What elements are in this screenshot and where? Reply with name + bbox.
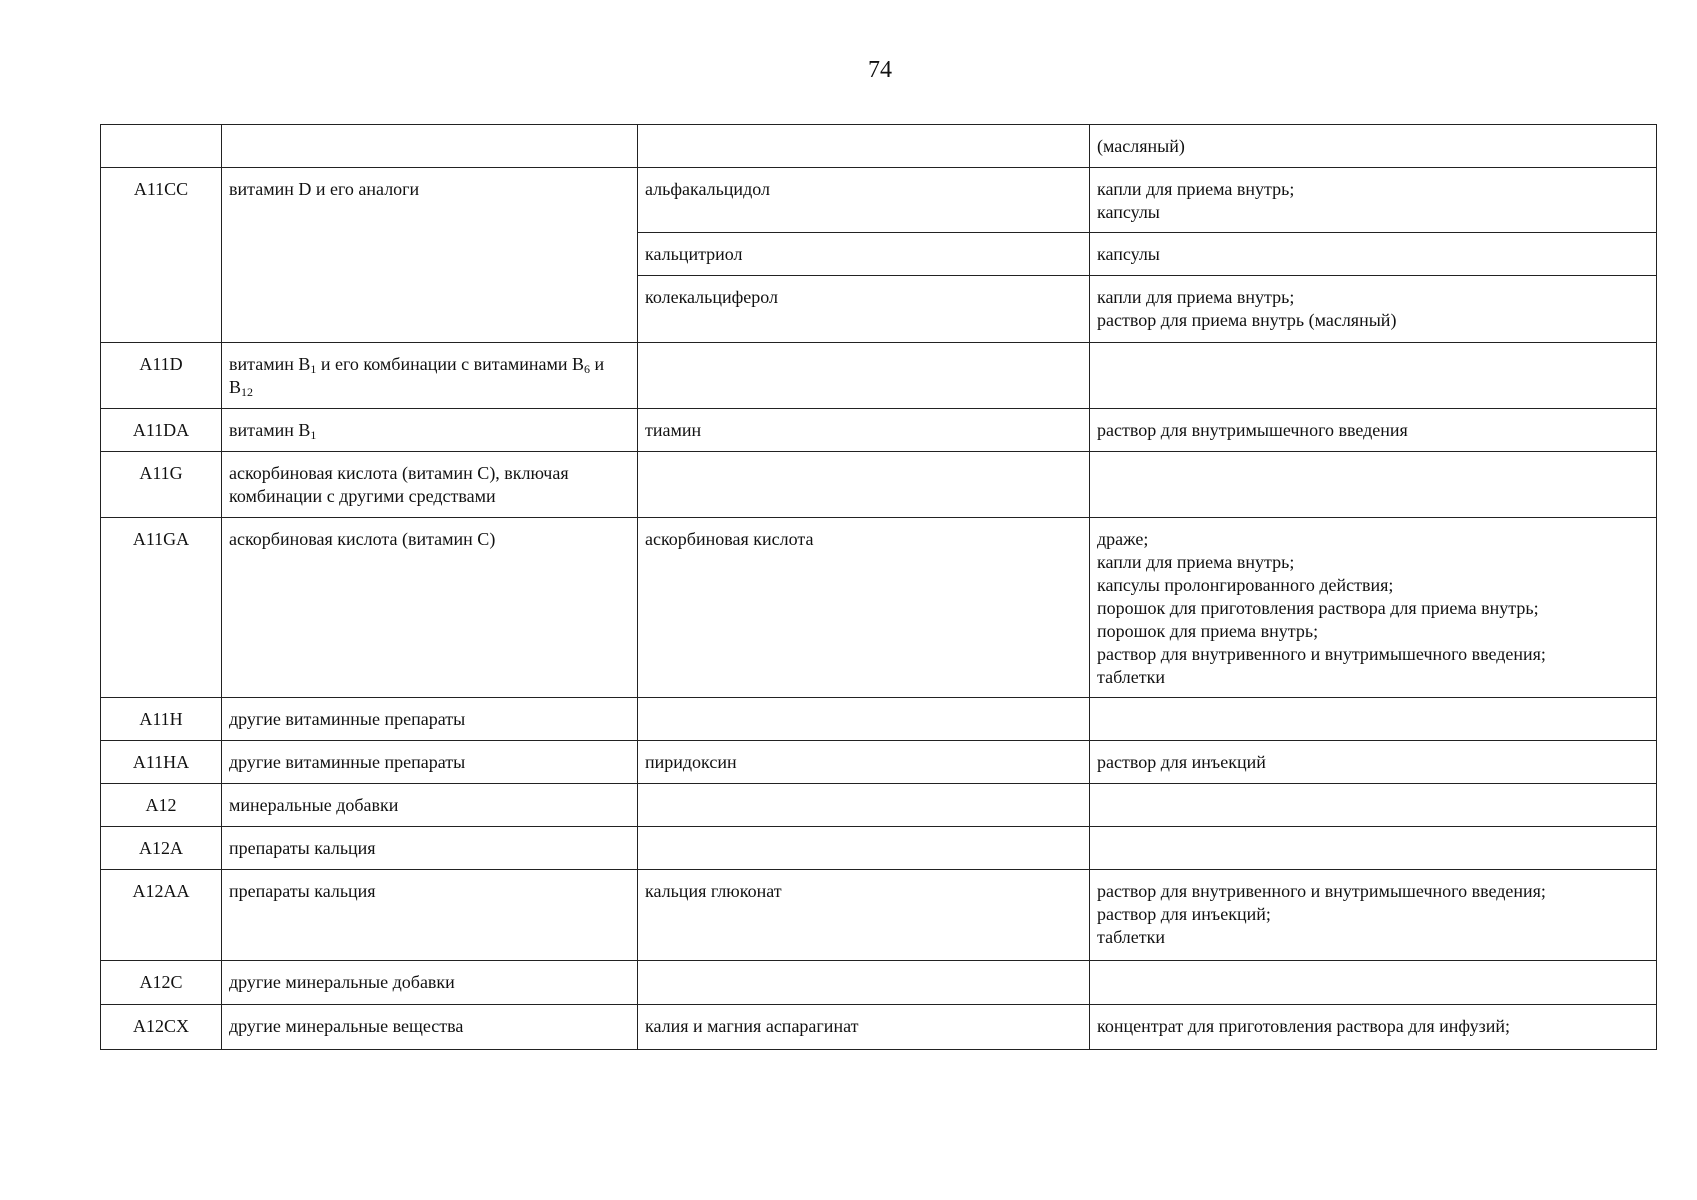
drug-name-cell: калия и магния аспарагинат bbox=[638, 1005, 1090, 1050]
group-name-cell: минеральные добавки bbox=[222, 784, 638, 827]
drug-name-cell bbox=[638, 827, 1090, 870]
table-row bbox=[101, 784, 1657, 827]
table-row bbox=[101, 698, 1657, 741]
group-name-cell: препараты кальция bbox=[222, 870, 638, 961]
group-name-cell bbox=[222, 125, 638, 168]
group-name-cell: другие минеральные добавки bbox=[222, 961, 638, 1005]
atc-code-cell: A11CC bbox=[101, 168, 222, 343]
dosage-form-cell: концентрат для приготовления раствора для инфузий; bbox=[1090, 1005, 1657, 1050]
atc-code-cell: A11HA bbox=[101, 741, 222, 784]
dosage-form-cell bbox=[1090, 827, 1657, 870]
group-name-cell: аскорбиновая кислота (витамин C), включая комбинации с другими средствами bbox=[222, 452, 638, 518]
drug-name-cell: аскорбиновая кислота bbox=[638, 518, 1090, 698]
drug-name-cell bbox=[638, 125, 1090, 168]
table-row bbox=[101, 961, 1657, 1005]
atc-code-cell: A12 bbox=[101, 784, 222, 827]
table-row bbox=[101, 168, 1657, 233]
group-name-cell: другие минеральные вещества bbox=[222, 1005, 638, 1050]
group-name-cell: аскорбиновая кислота (витамин C) bbox=[222, 518, 638, 698]
dosage-form-cell bbox=[1090, 784, 1657, 827]
page-number: 74 bbox=[868, 57, 892, 83]
dosage-form-cell: драже; капли для приема внутрь; капсулы пролонгированного действия; порошок для приготовления раствора для приема внутрь; порошок для приема внутрь; раствор для внутривенного и внутримышечного введения; таблетки bbox=[1090, 518, 1657, 698]
atc-code-cell: A11G bbox=[101, 452, 222, 518]
atc-code-cell: A11D bbox=[101, 343, 222, 409]
dosage-form-cell: (масляный) bbox=[1090, 125, 1657, 168]
atc-code-cell: A12AA bbox=[101, 870, 222, 961]
group-name-cell: другие витаминные препараты bbox=[222, 698, 638, 741]
dosage-form-cell: раствор для внутримышечного введения bbox=[1090, 409, 1657, 452]
dosage-form-cell: раствор для инъекций bbox=[1090, 741, 1657, 784]
drug-name-cell bbox=[638, 343, 1090, 409]
atc-code-cell: A11DA bbox=[101, 409, 222, 452]
atc-code-cell: A11H bbox=[101, 698, 222, 741]
table-row bbox=[101, 518, 1657, 698]
dosage-form-cell: капсулы bbox=[1090, 233, 1657, 276]
table-row bbox=[101, 1005, 1657, 1050]
dosage-form-cell bbox=[1090, 343, 1657, 409]
table-row bbox=[101, 409, 1657, 452]
table-row bbox=[101, 827, 1657, 870]
table-row bbox=[101, 452, 1657, 518]
drug-name-cell: кальция глюконат bbox=[638, 870, 1090, 961]
table-row bbox=[101, 870, 1657, 961]
atc-code-cell: A12C bbox=[101, 961, 222, 1005]
dosage-form-cell: капли для приема внутрь; капсулы bbox=[1090, 168, 1657, 233]
group-name-cell: витамин $B_1$ и его комбинации с витаминами $B_6$ и $B_{12}$ bbox=[222, 343, 638, 409]
drug-name-cell bbox=[638, 452, 1090, 518]
dosage-form-cell bbox=[1090, 961, 1657, 1005]
table-row bbox=[101, 343, 1657, 409]
dosage-form-cell: раствор для внутривенного и внутримышечного введения; раствор для инъекций; таблетки bbox=[1090, 870, 1657, 961]
atc-code-cell bbox=[101, 125, 222, 168]
table-row bbox=[101, 741, 1657, 784]
dosage-form-cell: капли для приема внутрь; раствор для приема внутрь (масляный) bbox=[1090, 276, 1657, 343]
group-name-cell: препараты кальция bbox=[222, 827, 638, 870]
drug-name-cell: тиамин bbox=[638, 409, 1090, 452]
drug-name-cell: альфакальцидол bbox=[638, 168, 1090, 233]
drug-name-cell bbox=[638, 961, 1090, 1005]
drug-classification-table bbox=[100, 124, 1657, 1050]
drug-name-cell: кальцитриол bbox=[638, 233, 1090, 276]
drug-name-cell bbox=[638, 784, 1090, 827]
group-name-cell: витамин $B_1$ bbox=[222, 409, 638, 452]
atc-code-cell: A12CX bbox=[101, 1005, 222, 1050]
dosage-form-cell bbox=[1090, 698, 1657, 741]
dosage-form-cell bbox=[1090, 452, 1657, 518]
group-name-cell: другие витаминные препараты bbox=[222, 741, 638, 784]
drug-name-cell: колекальциферол bbox=[638, 276, 1090, 343]
drug-name-cell bbox=[638, 698, 1090, 741]
atc-code-cell: A11GA bbox=[101, 518, 222, 698]
group-name-cell: витамин D и его аналоги bbox=[222, 168, 638, 343]
atc-code-cell: A12A bbox=[101, 827, 222, 870]
drug-name-cell: пиридоксин bbox=[638, 741, 1090, 784]
table-row bbox=[101, 125, 1657, 168]
